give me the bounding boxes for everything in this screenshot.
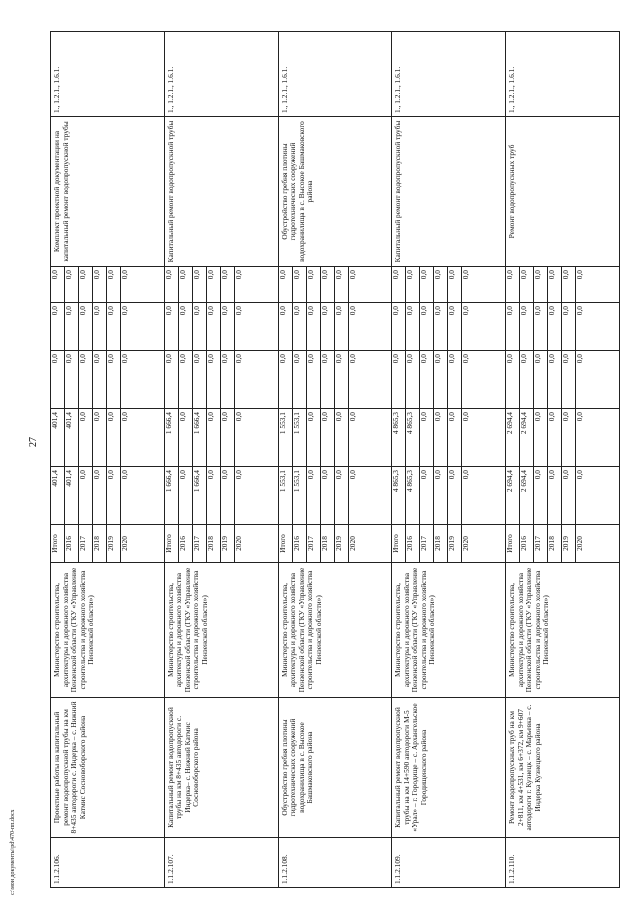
local-budget-cell: 0,0 <box>165 303 179 350</box>
total-cell: 0,0 <box>79 467 93 524</box>
total-cell: 401,4 <box>51 467 65 524</box>
federal-budget-cells <box>51 351 165 409</box>
regional-budget-cell: 4 865,3 <box>392 409 406 466</box>
federal-budget-cell: 0,0 <box>392 351 406 408</box>
local-budget-cells <box>51 303 165 351</box>
federal-budget-cell: 0,0 <box>335 351 349 408</box>
regional-budget-cell: 0,0 <box>461 412 471 422</box>
total-cell: 1 666,4 <box>193 467 207 524</box>
total-cell: 2 694,4 <box>506 467 520 524</box>
federal-budget-cell: 0,0 <box>79 351 93 408</box>
total-cell: 0,0 <box>420 467 434 524</box>
federal-budget-cell: 0,0 <box>51 351 65 408</box>
year-cell: 2016 <box>406 525 420 562</box>
indicator-reference: 1., 1.2.1., 1.6.1. <box>506 32 620 117</box>
other-sources-cell: 0,0 <box>165 267 179 302</box>
indicator-reference: 1., 1.2.1., 1.6.1. <box>278 32 392 117</box>
regional-budget-cell: 4 865,3 <box>406 409 420 466</box>
year-cells <box>392 525 506 563</box>
year-cell: 2016 <box>520 525 534 562</box>
local-budget-cell: 0,0 <box>120 306 129 316</box>
federal-budget-cell: 0,0 <box>107 351 121 408</box>
other-sources-cell: 0,0 <box>107 267 121 302</box>
rotated-table-container <box>50 32 620 888</box>
other-sources-cell: 0,0 <box>93 267 107 302</box>
total-cell: 0,0 <box>534 467 548 524</box>
regional-budget-cell: 0,0 <box>575 412 585 422</box>
year-cells <box>278 525 392 563</box>
regional-budget-cell: 2 694,4 <box>520 409 534 466</box>
regional-budget-cells <box>392 409 506 467</box>
total-cell: 0,0 <box>307 467 321 524</box>
activity-code: 1.1.2.109. <box>392 838 506 888</box>
total-cell: 0,0 <box>575 470 585 480</box>
federal-budget-cell: 0,0 <box>279 351 293 408</box>
year-cell: 2020 <box>575 536 585 551</box>
federal-budget-cell: 0,0 <box>293 351 307 408</box>
activity-title: Капитальный ремонт водопропускной трубы на км 14+590 автодороги М-5 «Урал» – г. Городище – с. Архангельское Городищенского района <box>392 698 506 838</box>
federal-budget-cell: 0,0 <box>534 351 548 408</box>
federal-budget-cell: 0,0 <box>434 351 448 408</box>
year-cell: 2017 <box>193 525 207 562</box>
federal-budget-cell: 0,0 <box>520 351 534 408</box>
local-budget-cell: 0,0 <box>434 303 448 350</box>
total-cell: 0,0 <box>221 467 235 524</box>
regional-budget-cell: 0,0 <box>321 409 335 466</box>
regional-budget-cell: 0,0 <box>207 409 221 466</box>
indicator-reference: 1., 1.2.1., 1.6.1. <box>164 32 278 117</box>
total-cell: 0,0 <box>207 467 221 524</box>
local-budget-cell: 0,0 <box>179 303 193 350</box>
federal-budget-cell: 0,0 <box>165 351 179 408</box>
total-cell: 1 553,1 <box>293 467 307 524</box>
federal-budget-cells <box>506 351 620 409</box>
local-budget-cell: 0,0 <box>93 303 107 350</box>
program-activities-table <box>50 31 620 888</box>
regional-budget-cell: 1 666,4 <box>193 409 207 466</box>
total-cell: 2 694,4 <box>520 467 534 524</box>
other-sources-cell: 0,0 <box>434 267 448 302</box>
regional-budget-cell: 0,0 <box>347 412 357 422</box>
other-sources-cell: 0,0 <box>575 270 585 280</box>
other-sources-cell: 0,0 <box>193 267 207 302</box>
year-cell: 2018 <box>93 525 107 562</box>
activity-code: 1.1.2.106. <box>51 838 165 888</box>
other-sources-cell: 0,0 <box>420 267 434 302</box>
federal-budget-cells <box>278 351 392 409</box>
federal-budget-cell: 0,0 <box>193 351 207 408</box>
local-budget-cell: 0,0 <box>347 306 357 316</box>
federal-budget-cell: 0,0 <box>307 351 321 408</box>
activity-title: Ремонт водопропускных труб на км 2+811, км 4+531, км 6+372, км 9+607 автодороги г. Кузнецк – с. Марьевка – с. Индерка Кузнецкого района <box>506 698 620 838</box>
other-sources-cell: 0,0 <box>179 267 193 302</box>
regional-budget-cell: 2 694,4 <box>506 409 520 466</box>
regional-budget-cell: 0,0 <box>562 409 576 466</box>
year-cell: 2018 <box>434 525 448 562</box>
year-cell: 2016 <box>179 525 193 562</box>
federal-budget-cell: 0,0 <box>233 354 243 364</box>
other-sources-cell: 0,0 <box>448 267 462 302</box>
other-sources-cells <box>164 267 278 303</box>
local-budget-cell: 0,0 <box>562 303 576 350</box>
year-cell: 2016 <box>65 525 79 562</box>
federal-budget-cell: 0,0 <box>562 351 576 408</box>
regional-budget-cell: 0,0 <box>221 409 235 466</box>
federal-budget-cell: 0,0 <box>321 351 335 408</box>
regional-budget-cell: 0,0 <box>420 409 434 466</box>
other-sources-cell: 0,0 <box>548 267 562 302</box>
total-cell: 0,0 <box>461 470 471 480</box>
regional-budget-cell: 0,0 <box>534 409 548 466</box>
local-budget-cell: 0,0 <box>548 303 562 350</box>
total-cells <box>278 467 392 525</box>
indicator-reference: 1., 1.2.1., 1.6.1. <box>392 32 506 117</box>
local-budget-cell: 0,0 <box>506 303 520 350</box>
other-sources-cell: 0,0 <box>120 270 129 280</box>
regional-budget-cell: 0,0 <box>79 409 93 466</box>
federal-budget-cell: 0,0 <box>575 354 585 364</box>
federal-budget-cell: 0,0 <box>448 351 462 408</box>
year-cell: Итого <box>506 525 520 562</box>
regional-budget-cell: 401,4 <box>51 409 65 466</box>
year-cell: 2016 <box>293 525 307 562</box>
total-cell: 0,0 <box>347 470 357 480</box>
regional-budget-cell: 1 553,1 <box>293 409 307 466</box>
total-cell: 0,0 <box>335 467 349 524</box>
total-cells <box>164 467 278 525</box>
local-budget-cell: 0,0 <box>534 303 548 350</box>
year-cell: 2019 <box>562 525 576 562</box>
regional-budget-cells <box>164 409 278 467</box>
year-cell: 2017 <box>307 525 321 562</box>
local-budget-cells <box>392 303 506 351</box>
local-budget-cell: 0,0 <box>406 303 420 350</box>
federal-budget-cell: 0,0 <box>65 351 79 408</box>
regional-budget-cell: 0,0 <box>307 409 321 466</box>
local-budget-cell: 0,0 <box>448 303 462 350</box>
local-budget-cells <box>278 303 392 351</box>
total-cell: 0,0 <box>321 467 335 524</box>
expected-result: Ремонт водопропускных труб <box>506 117 620 267</box>
year-cell: 2018 <box>207 525 221 562</box>
other-sources-cell: 0,0 <box>221 267 235 302</box>
federal-budget-cell: 0,0 <box>120 354 129 364</box>
activity-code: 1.1.2.110. <box>506 838 620 888</box>
regional-budget-cells <box>278 409 392 467</box>
federal-budget-cell: 0,0 <box>461 354 471 364</box>
table-row <box>51 32 165 888</box>
other-sources-cell: 0,0 <box>321 267 335 302</box>
other-sources-cells <box>278 267 392 303</box>
regional-budget-cell: 401,4 <box>65 409 79 466</box>
year-cell: 2019 <box>448 525 462 562</box>
local-budget-cells <box>506 303 620 351</box>
total-cell: 0,0 <box>93 467 107 524</box>
local-budget-cell: 0,0 <box>51 303 65 350</box>
regional-budget-cells <box>51 409 165 467</box>
responsible-executor: Министерство строительства, архитектуры и дорожного хозяйства Пензенской области (ГКУ «Управление строительства и дорожного хозяйства Пензенской области») <box>506 563 620 698</box>
regional-budget-cell: 0,0 <box>107 409 121 466</box>
expected-result: Капитальный ремонт водопропускной трубы <box>164 117 278 267</box>
expected-result: Комплект проектной документации на капитальный ремонт водопропускной трубы <box>51 117 165 267</box>
expected-result: Капитальный ремонт водопропускной трубы <box>392 117 506 267</box>
expected-result: Обустройство гребня плотины гидротехнических сооружений водохранилища в с. Высокое Башмаковского района <box>278 117 392 267</box>
activity-title: Проектные работы на капитальный ремонт водопропускной трубы на км 8+435 автодороги с. Индерка – с. Нижний Катмис Сосновоборского района <box>51 698 165 838</box>
year-cell: 2019 <box>335 525 349 562</box>
other-sources-cell: 0,0 <box>347 270 357 280</box>
other-sources-cell: 0,0 <box>392 267 406 302</box>
local-budget-cell: 0,0 <box>221 303 235 350</box>
other-sources-cell: 0,0 <box>207 267 221 302</box>
local-budget-cell: 0,0 <box>193 303 207 350</box>
year-cell: 2020 <box>347 536 357 551</box>
other-sources-cell: 0,0 <box>335 267 349 302</box>
table-row <box>164 32 278 888</box>
total-cell: 0,0 <box>548 467 562 524</box>
total-cells <box>51 467 165 525</box>
regional-budget-cell: 0,0 <box>335 409 349 466</box>
local-budget-cell: 0,0 <box>321 303 335 350</box>
responsible-executor: Министерство строительства, архитектуры и дорожного хозяйства Пензенской области (ГКУ «Управление строительства и дорожного хозяйства Пензенской области») <box>278 563 392 698</box>
footer-file-path: c:\мои документы\pd\470-пп.docx <box>10 809 16 895</box>
responsible-executor: Министерство строительства, архитектуры и дорожного хозяйства Пензенской области (ГКУ «Управление строительства и дорожного хозяйства Пензенской области») <box>51 563 165 698</box>
page-number: 27 <box>28 437 39 447</box>
federal-budget-cells <box>392 351 506 409</box>
federal-budget-cell: 0,0 <box>347 354 357 364</box>
year-cell: 2020 <box>120 536 129 551</box>
year-cell: 2020 <box>233 536 243 551</box>
regional-budget-cell: 0,0 <box>233 412 243 422</box>
table-row <box>278 32 392 888</box>
total-cell: 0,0 <box>233 470 243 480</box>
year-cell: 2017 <box>420 525 434 562</box>
federal-budget-cell: 0,0 <box>506 351 520 408</box>
federal-budget-cell: 0,0 <box>207 351 221 408</box>
regional-budget-cell: 0,0 <box>448 409 462 466</box>
year-cell: 2017 <box>534 525 548 562</box>
other-sources-cells <box>392 267 506 303</box>
year-cell: Итого <box>51 525 65 562</box>
year-cells <box>51 525 165 563</box>
other-sources-cells <box>506 267 620 303</box>
other-sources-cell: 0,0 <box>293 267 307 302</box>
other-sources-cell: 0,0 <box>406 267 420 302</box>
year-cell: 2019 <box>221 525 235 562</box>
local-budget-cell: 0,0 <box>520 303 534 350</box>
responsible-executor: Министерство строительства, архитектуры и дорожного хозяйства Пензенской области (ГКУ «Управление строительства и дорожного хозяйства Пензенской области») <box>392 563 506 698</box>
table-row <box>506 32 620 888</box>
total-cell: 0,0 <box>562 467 576 524</box>
local-budget-cell: 0,0 <box>207 303 221 350</box>
local-budget-cell: 0,0 <box>293 303 307 350</box>
other-sources-cell: 0,0 <box>79 267 93 302</box>
total-cells <box>392 467 506 525</box>
total-cell: 1 553,1 <box>279 467 293 524</box>
activity-title: Капитальный ремонт водопропускной трубы на км 8+435 автодороги с. Индерка– с. Нижний Катмис Сосновоборского района <box>164 698 278 838</box>
local-budget-cell: 0,0 <box>461 306 471 316</box>
total-cell: 4 865,3 <box>392 467 406 524</box>
local-budget-cell: 0,0 <box>79 303 93 350</box>
other-sources-cell: 0,0 <box>562 267 576 302</box>
year-cell: 2017 <box>79 525 93 562</box>
year-cells <box>506 525 620 563</box>
other-sources-cell: 0,0 <box>461 270 471 280</box>
total-cell: 0,0 <box>107 467 121 524</box>
regional-budget-cell: 1 666,4 <box>165 409 179 466</box>
local-budget-cell: 0,0 <box>233 306 243 316</box>
local-budget-cells <box>164 303 278 351</box>
other-sources-cell: 0,0 <box>520 267 534 302</box>
responsible-executor: Министерство строительства, архитектуры и дорожного хозяйства Пензенской области (ГКУ «Управление строительства и дорожного хозяйства Пензенской области») <box>164 563 278 698</box>
total-cell: 0,0 <box>434 467 448 524</box>
federal-budget-cell: 0,0 <box>221 351 235 408</box>
federal-budget-cells <box>164 351 278 409</box>
year-cell: 2020 <box>461 536 471 551</box>
other-sources-cell: 0,0 <box>534 267 548 302</box>
other-sources-cell: 0,0 <box>65 267 79 302</box>
other-sources-cell: 0,0 <box>307 267 321 302</box>
total-cells <box>506 467 620 525</box>
local-budget-cell: 0,0 <box>335 303 349 350</box>
total-cell: 0,0 <box>120 470 129 480</box>
federal-budget-cell: 0,0 <box>179 351 193 408</box>
other-sources-cell: 0,0 <box>506 267 520 302</box>
other-sources-cell: 0,0 <box>51 267 65 302</box>
year-cell: Итого <box>392 525 406 562</box>
year-cells <box>164 525 278 563</box>
total-cell: 0,0 <box>448 467 462 524</box>
regional-budget-cell: 0,0 <box>93 409 107 466</box>
federal-budget-cell: 0,0 <box>548 351 562 408</box>
other-sources-cell: 0,0 <box>279 267 293 302</box>
local-budget-cell: 0,0 <box>65 303 79 350</box>
activity-code: 1.1.2.107. <box>164 838 278 888</box>
regional-budget-cell: 1 553,1 <box>279 409 293 466</box>
regional-budget-cells <box>506 409 620 467</box>
regional-budget-cell: 0,0 <box>548 409 562 466</box>
local-budget-cell: 0,0 <box>420 303 434 350</box>
total-cell: 401,4 <box>65 467 79 524</box>
regional-budget-cell: 0,0 <box>179 409 193 466</box>
local-budget-cell: 0,0 <box>392 303 406 350</box>
local-budget-cell: 0,0 <box>279 303 293 350</box>
activity-code: 1.1.2.108. <box>278 838 392 888</box>
other-sources-cell: 0,0 <box>233 270 243 280</box>
federal-budget-cell: 0,0 <box>93 351 107 408</box>
year-cell: 2018 <box>548 525 562 562</box>
federal-budget-cell: 0,0 <box>420 351 434 408</box>
other-sources-cells <box>51 267 165 303</box>
year-cell: Итого <box>165 525 179 562</box>
year-cell: 2018 <box>321 525 335 562</box>
local-budget-cell: 0,0 <box>107 303 121 350</box>
activity-title: Обустройство гребня плотины гидротехнических сооружений водохранилища в с. Высокое Башмаковского района <box>278 698 392 838</box>
total-cell: 4 865,3 <box>406 467 420 524</box>
table-row <box>392 32 506 888</box>
total-cell: 1 666,4 <box>165 467 179 524</box>
regional-budget-cell: 0,0 <box>434 409 448 466</box>
regional-budget-cell: 0,0 <box>120 412 129 422</box>
indicator-reference: 1., 1.2.1., 1.6.1. <box>51 32 165 117</box>
year-cell: Итого <box>279 525 293 562</box>
total-cell: 0,0 <box>179 467 193 524</box>
local-budget-cell: 0,0 <box>575 306 585 316</box>
federal-budget-cell: 0,0 <box>406 351 420 408</box>
year-cell: 2019 <box>107 525 121 562</box>
local-budget-cell: 0,0 <box>307 303 321 350</box>
